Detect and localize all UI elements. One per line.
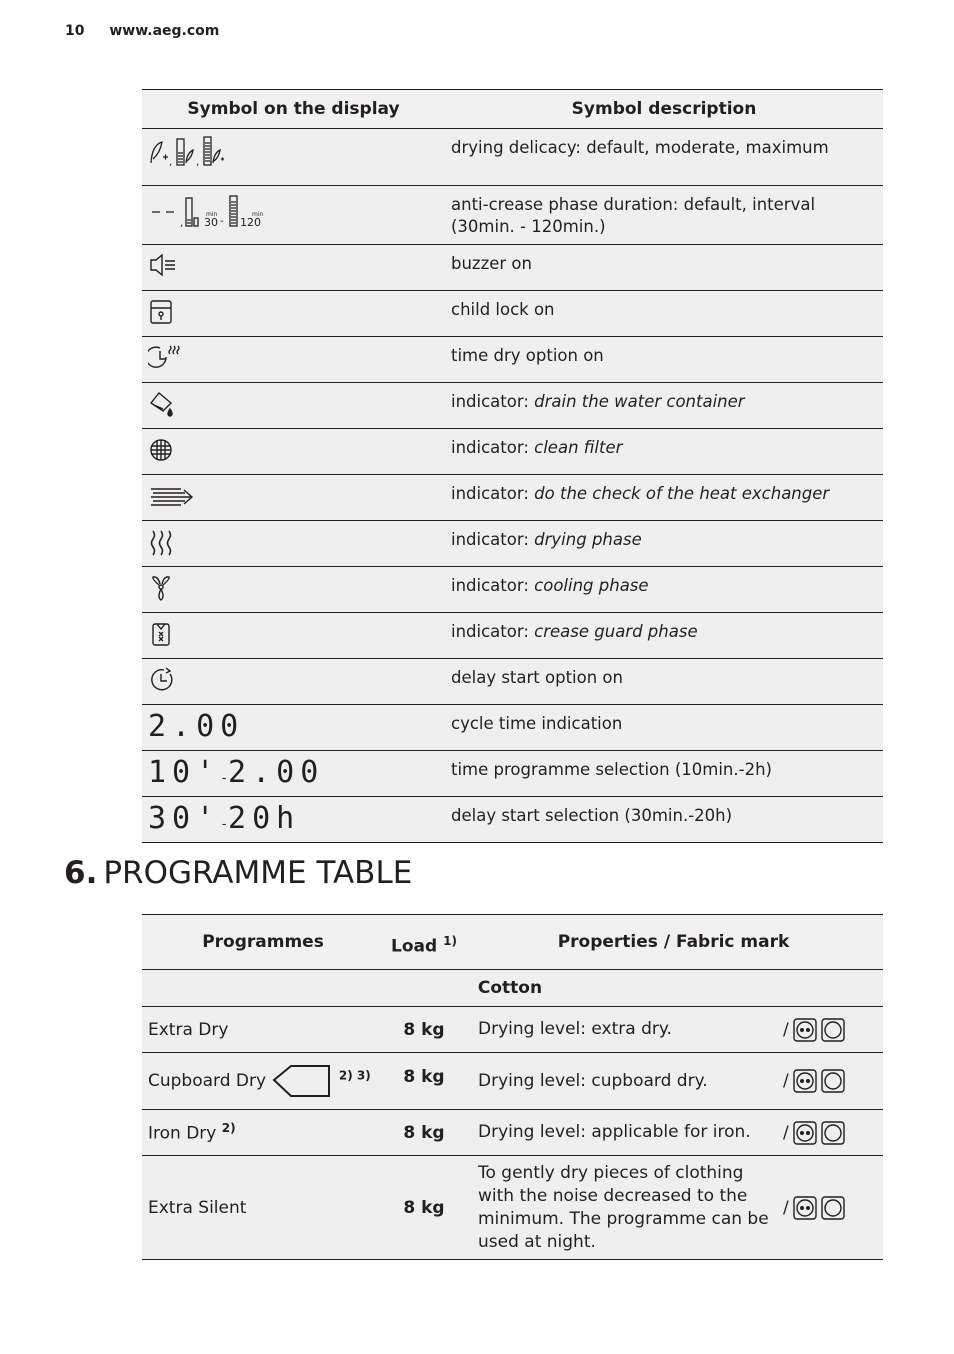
min-label: min xyxy=(206,211,218,218)
svg-text:,: , xyxy=(169,157,173,168)
programme-property: Drying level: cupboard dry. xyxy=(464,1053,783,1110)
table-row xyxy=(142,129,883,186)
programme-load: 8 kg xyxy=(384,1156,464,1260)
anti-crease-duration-icon xyxy=(148,192,268,232)
clean-filter-icon xyxy=(148,435,178,465)
table-row xyxy=(142,186,883,245)
table-row xyxy=(142,521,883,567)
delay-start-icon xyxy=(148,665,178,695)
header-url[interactable]: www.aeg.com xyxy=(109,23,220,39)
symbol-description: delay start selection (30min.-20h) xyxy=(445,797,883,843)
symbol-description: drying delicacy: default, moderate, maximum xyxy=(445,129,883,186)
table-row xyxy=(142,475,883,521)
symbol-description: indicator: clean filter xyxy=(445,429,883,475)
category-row: Cotton xyxy=(142,970,883,1007)
page-header xyxy=(65,23,219,39)
col-header-symbol: Symbol on the display xyxy=(142,90,445,129)
table-row xyxy=(142,1110,883,1156)
drying-phase-icon xyxy=(148,527,178,557)
table-row xyxy=(142,613,883,659)
heat-exchanger-icon xyxy=(148,481,198,511)
programme-load: 8 kg xyxy=(384,1053,464,1110)
symbol-description: cycle time indication xyxy=(445,705,883,751)
table-row xyxy=(142,751,883,797)
tumble-dry-icon xyxy=(821,1121,845,1145)
section-title: 6. PROGRAMME TABLE xyxy=(64,855,413,891)
drain-water-icon xyxy=(148,389,180,419)
symbol-description: indicator: drain the water container xyxy=(445,383,883,429)
programme-load: 8 kg xyxy=(384,1007,464,1053)
tumble-dry-dot-icon xyxy=(793,1196,817,1220)
svg-text:-: - xyxy=(220,216,224,227)
symbol-description: anti-crease phase duration: default, interval (30min. - 120min.) xyxy=(445,186,883,245)
symbol-table xyxy=(142,89,883,843)
symbol-description: indicator: cooling phase xyxy=(445,567,883,613)
tumble-dry-dot-icon xyxy=(793,1018,817,1042)
col-header-description: Symbol description xyxy=(445,90,883,129)
programme-property: Drying level: applicable for iron. xyxy=(464,1110,783,1156)
value-120: 120 xyxy=(240,216,261,229)
cooling-phase-icon xyxy=(148,573,178,603)
programme-name: Extra Dry xyxy=(142,1007,384,1053)
tumble-dry-dot-icon xyxy=(793,1069,817,1093)
tumble-dry-icon xyxy=(821,1018,845,1042)
table-row xyxy=(142,797,883,843)
fabric-mark: / xyxy=(783,1018,883,1042)
programme-property: To gently dry pieces of clothing with the noise decreased to the minimum. The programme can be used at night. xyxy=(464,1156,783,1260)
programme-name: Cupboard Dry $^{2) 3)}$ xyxy=(142,1053,384,1110)
fabric-mark: / xyxy=(783,1121,883,1145)
min-label-2: min xyxy=(252,211,264,218)
table-row xyxy=(142,1053,883,1110)
programme-property: Drying level: extra dry. xyxy=(464,1007,783,1053)
table-row xyxy=(142,337,883,383)
display-cycle-time: 2.00 xyxy=(148,709,245,744)
drying-delicacy-icon xyxy=(148,135,238,171)
crease-guard-icon xyxy=(148,619,178,649)
symbol-description: buzzer on xyxy=(445,245,883,291)
symbol-description: child lock on xyxy=(445,291,883,337)
col-header-programmes: Programmes xyxy=(142,915,384,970)
symbol-description: time programme selection (10min.-2h) xyxy=(445,751,883,797)
table-row xyxy=(142,245,883,291)
fabric-mark: / xyxy=(783,1196,883,1220)
display-delay-start: 30'-20h xyxy=(148,801,301,836)
programme-load: 8 kg xyxy=(384,1110,464,1156)
table-row xyxy=(142,659,883,705)
table-row xyxy=(142,383,883,429)
symbol-description: time dry option on xyxy=(445,337,883,383)
programme-name: Extra Silent xyxy=(142,1156,384,1260)
value-30: 30 xyxy=(204,216,218,229)
buzzer-icon xyxy=(148,251,178,281)
symbol-description: indicator: crease guard phase xyxy=(445,613,883,659)
table-row xyxy=(142,1156,883,1260)
table-row xyxy=(142,1007,883,1053)
child-lock-icon xyxy=(148,297,178,327)
table-row xyxy=(142,429,883,475)
page-number: 10 xyxy=(65,23,85,39)
tumble-dry-icon xyxy=(821,1069,845,1093)
table-row xyxy=(142,291,883,337)
fabric-mark: / xyxy=(783,1069,883,1093)
programme-table xyxy=(142,914,883,1260)
symbol-description: delay start option on xyxy=(445,659,883,705)
svg-text:,: , xyxy=(180,218,184,229)
symbol-description: indicator: do the check of the heat exchanger xyxy=(445,475,883,521)
cupboard-dry-icon xyxy=(271,1063,333,1099)
display-time-programme: 10'-2.00 xyxy=(148,755,325,790)
tumble-dry-dot-icon xyxy=(793,1121,817,1145)
col-header-load: Load $^{1)}$ xyxy=(384,915,464,970)
svg-text:,: , xyxy=(196,157,200,168)
table-row xyxy=(142,567,883,613)
programme-name: Iron Dry $^{2)}$ xyxy=(142,1110,384,1156)
col-header-properties: Properties / Fabric mark xyxy=(464,915,883,970)
symbol-description: indicator: drying phase xyxy=(445,521,883,567)
table-row xyxy=(142,705,883,751)
time-dry-icon xyxy=(148,343,182,373)
tumble-dry-icon xyxy=(821,1196,845,1220)
